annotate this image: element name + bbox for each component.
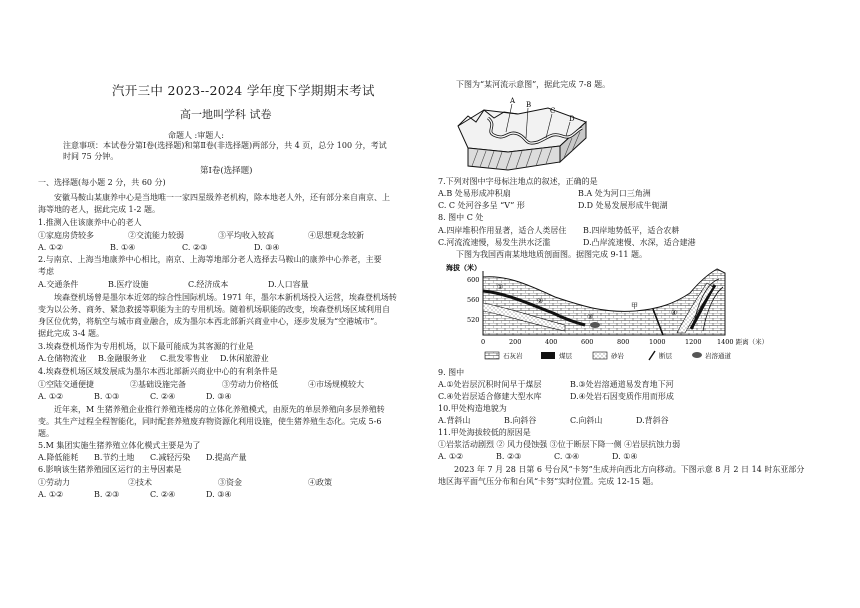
choice: C.河流流速慢，易发生洪水泛滥 [438,238,551,247]
choice: C. ③④ [554,452,580,461]
material-2-line-4: 据此完成 3-4 题。 [38,329,104,338]
material-1-line-2: 海等地的老人，据此完成 1-2 题。 [38,205,160,214]
choice: B.金融服务业 [98,354,147,363]
legend-coal-swatch [541,352,555,359]
option: ①空陆交通便捷 [38,380,94,389]
y-tick-label: 520 [467,316,480,324]
choice: B.向斜谷 [504,416,537,425]
choice: A. ①② [438,452,464,461]
question-7: 7.下列对图中字母标注地点的叙述，正确的是 [438,177,598,186]
choice: D.人口容量 [268,280,309,289]
choice: C.经济成本 [188,280,229,289]
river-label-c: C [550,107,556,115]
x-tick-label: 400 [545,338,558,346]
exam-title: 汽开三中 2023--2024 学年度下学期期末考试 [112,83,375,98]
legend-limestone-swatch [485,352,499,359]
option: ①劳动力 [38,478,70,487]
option: ②基础设施完备 [130,380,186,389]
option: ④思想观念较新 [308,231,364,240]
choice: D.提高产量 [206,453,247,462]
point-label-1: ① [497,283,504,291]
river-diagram [448,96,588,174]
question-6: 6.影响该生猪养殖园区运行的主导因素是 [38,465,182,474]
question-3: 3.埃森登机场作为专用机场，以下最可能成为其客源的行业是 [38,342,254,351]
choice: A.四岸堆积作用显著，适合人类居住 [438,226,567,235]
river-figure-intro: 下图为“某河流示意图”，据此完成 7-8 题。 [456,80,611,89]
river-label-b: B [526,101,532,109]
choice: A.交通条件 [38,280,79,289]
choice: C.向斜山 [570,416,603,425]
choice: A.仓储物流业 [38,354,87,363]
question-11-statements: ①岩浆活动剧烈 ② 风力侵蚀强 ③位于断层下降一侧 ④岩层抗蚀力弱 [438,440,681,449]
profile-x-ticks [481,338,702,346]
choice: D.凸岸流速慢、水深，适合建港 [583,238,696,247]
question-10: 10.甲处构造地貌为 [438,404,507,413]
option: ③资金 [218,478,242,487]
choice: B.A 处为河口三角洲 [578,189,651,198]
x-tick-label: 1200 [685,338,702,346]
profile-y-ticks [467,276,479,324]
choice: C. ②④ [150,392,176,401]
legend-sandstone-swatch [593,352,607,359]
profile-y-axis-title: 海拔（米） [446,263,481,272]
question-4: 4.埃森登机场区域发展成为墨尔本西北部新兴商业中心的有利条件是 [38,367,278,376]
river-label-a: A [510,97,516,105]
question-1: 1.推测入住该康养中心的老人 [38,218,142,227]
legend-limestone-label: 石灰岩 [503,352,523,360]
profile-figure-intro: 下图为我国西南某地地质剖面图。据图完成 9-11 题。 [456,250,648,259]
option: ④市场规模较大 [308,380,364,389]
x-tick-label: 800 [617,338,630,346]
question-8: 8. 图中 C 处 [438,213,484,222]
choice: A.背斜山 [438,416,471,425]
choice: D. ③④ [206,490,232,499]
choice: B.节约土地 [94,453,135,462]
choice: B. ①④ [110,243,136,252]
option: ④政策 [308,478,332,487]
y-tick-label: 560 [467,296,480,304]
profile-karst-channel [590,322,600,328]
choice: C. C 处河谷多呈 “V” 形 [438,201,525,210]
option: ②技术 [128,478,152,487]
choice: B. ①③ [94,392,120,401]
choice: D.背斜谷 [636,416,669,425]
choice: B. ②③ [496,452,522,461]
option: ③劳动力价格低 [222,380,278,389]
choice: C. ②④ [150,490,176,499]
choice: A.①处岩层沉积时间早于煤层 [438,380,542,389]
choice: C.④处岩层适合修建大型水库 [438,392,542,401]
profile-x-axis-title: 1400 距离（米） [717,338,769,346]
geologic-profile [445,263,785,367]
y-tick-label: 600 [467,276,480,284]
legend-fault-swatch [649,351,655,360]
choice: B.医疗设施 [108,280,149,289]
choice: D.D 处易发展形成牛轭湖 [578,201,668,210]
material-2-line-2: 变为以公务、商务、紧急救援等职能为主的专用机场。随着机场职能的改变，埃森登机场区域利用自 [38,305,390,314]
choice: D. ③④ [254,243,280,252]
choice: B. ②③ [94,490,120,499]
choice: C.减轻污染 [150,453,191,462]
section-heading: 一、选择题(每小题 2 分，共 60 分) [38,178,166,187]
point-label-2: ② [537,297,544,305]
part-one-heading: 第Ⅰ卷(选择题) [200,166,253,176]
legend-karst-swatch [692,352,702,358]
choice: D. ③④ [206,392,232,401]
question-2-line-2: 考虑 [38,267,54,276]
choice: C.批发零售业 [160,354,209,363]
choice: A. ①② [38,392,64,401]
x-tick-label: 600 [581,338,594,346]
legend-fault-label: 断层 [659,352,672,360]
choice: A. ①② [38,490,64,499]
notice-line-2: 时间 75 分钟。 [63,152,119,161]
x-tick-label: 0 [481,338,486,346]
question-11: 11.甲处海拔较低的原因是 [438,428,531,437]
choice: C. ②③ [182,243,208,252]
material-1-line-1: 安徽马鞍山某康养中心是当地唯一一家四星级养老机构，除本地老人外，还有部分来自南京、上 [54,193,390,202]
x-tick-label: 1000 [649,338,666,346]
material-3-line-3: 题。 [38,429,54,438]
option: ③平均收入较高 [218,231,274,240]
choice: B.③处岩溶通道易发育地下河 [570,380,674,389]
question-5: 5.M 集团实施生猪养殖立体化模式主要是为了 [38,441,201,450]
material-2-line-3: 身区位优势，将航空与城市商业融合，成为墨尔本西北部新兴商业中心，逐步发展为“空港城市”。 [38,317,383,326]
option: ①家庭房贷较多 [38,231,94,240]
legend-karst-label: 岩溶通道 [705,352,731,360]
choice: B.四岸地势低平，适合农耕 [583,226,680,235]
option: ②交流能力较弱 [128,231,184,240]
question-9: 9. 图中 [438,368,465,377]
x-tick-label: 200 [509,338,522,346]
authors-line: 命题人 :审题人: [168,131,224,140]
exam-subtitle: 高一地叫学科 试卷 [180,108,272,121]
choice: A. ①② [38,243,64,252]
question-2-line-1: 2.与南京、上海当地康养中心相比，南京、上海等地部分老人选择去马鞍山的康养中心养老，主要 [38,255,382,264]
notice-line-1: 注意事项：本试卷分第Ⅰ卷(选择题)和第Ⅱ卷(非选择题)两部分，共 4 页，总分 100 分，考试 [63,141,387,150]
legend-sandstone-label: 砂岩 [611,352,624,360]
legend-coal-label: 煤层 [559,352,572,360]
choice: A.降低能耗 [38,453,79,462]
point-label-jia: 甲 [631,302,638,310]
material-2-line-1: 埃森登机场曾是墨尔本近郊的综合性国际机场。1971 年，墨尔本新机场投入运营，埃森登机场转 [54,293,397,302]
material-4-line-1: 2023 年 7 月 28 日第 6 号台风“卡努”生成并向西北方向移动。下图示意 8 月 2 日 14 时东亚部分 [454,465,805,474]
material-3-line-1: 近年来，M 生猪养殖企业推行养殖连楼房的立体化养殖模式，由原先的单层养殖向多层养殖转 [54,405,385,414]
choice: D.休闲旅游业 [220,354,269,363]
profile-legend [485,351,732,360]
river-label-d: D [569,115,575,123]
choice: D.④处岩石因变质作用而形成 [570,392,674,401]
material-4-line-2: 地区海平面气压分布和台风“卡努”实时位置。完成 12-15 题。 [438,477,659,486]
choice: A.B 处易形成冲积扇 [438,189,511,198]
choice: D. ①④ [612,452,638,461]
material-3-line-2: 变。其生产过程全程智能化，同时配套养殖废弃物资源化利用设施，使生猪养殖生态化。完成 5-6 [38,417,382,426]
point-label-3: ③ [587,313,594,321]
point-label-4: ④ [671,309,678,317]
